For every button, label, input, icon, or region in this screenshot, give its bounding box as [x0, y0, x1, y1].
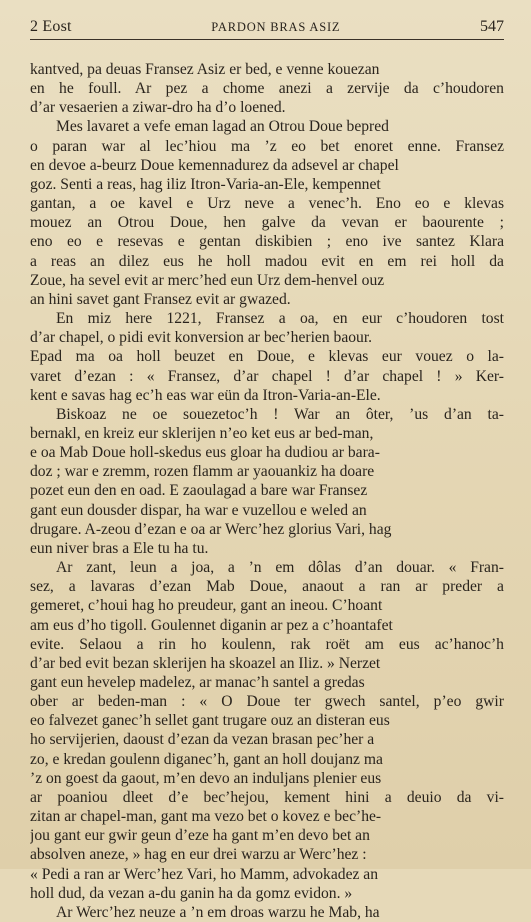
text-line: Ar zant, leun a joa, a ’n em dôlas d’an douar. « Fran- — [56, 559, 504, 577]
text-line: an hini savet gant Fransez evit ar gwazed. — [30, 290, 291, 308]
text-line: bernakl, en kreiz eur sklerijen n’eo ket eus ar bed-man, — [30, 424, 374, 442]
text-line: varet d’ezan : « Fransez, d’ar chapel ! d’ar chapel ! » Ker- — [30, 367, 504, 385]
text-line: goz. Senti a reas, hag iliz Itron-Varia-an-Ele, kempennet — [30, 175, 381, 193]
text-line: Zoue, ha sevel evit ar merc’hed eun Urz dem-henvel ouz — [30, 271, 385, 289]
text-line: pozet eun den en oad. E zaoulagad a bare war Fransez — [30, 482, 368, 500]
page-number: 547 — [479, 18, 504, 35]
text-line: gant eun hevelep madelez, ar manac’h santel a gredas — [30, 674, 365, 691]
body-text — [30, 60, 504, 922]
paragraph — [30, 60, 504, 117]
text-line: d’ar vesaerien a ziwar-dro ha d’o loened. — [30, 99, 286, 117]
text-line: am eus d’ho tigoll. Goulennet diganin ar pez a c’hoantafet — [30, 616, 393, 634]
text-line: doz ; war e zremm, rozen flamm ar yaouankiz ha doare — [30, 463, 375, 481]
text-line: drugare. A-zeou d’ezan e oa ar Werc’hez glorius Vari, hag — [30, 520, 392, 538]
text-line: a reas an dilez eus he holl madou evit en em rei holl da — [30, 252, 504, 270]
paragraph — [30, 405, 504, 558]
text-line: d’ar bed evit bezan sklerijen ha skoazel an Iliz. » Nerzet — [30, 654, 381, 672]
paragraph — [30, 558, 504, 903]
text-line: d’ar chapel, o pidi evit konversion ar bec’herien baour. — [30, 329, 373, 347]
text-line: Ar Werc’hez neuze a ’n em droas warzu he Mab, ha — [56, 903, 380, 921]
text-line: absolven aneze, » hag en eur drei warzu ar Werc’hez : — [30, 846, 367, 864]
text-line: zo, e kredan goulenn diganec’h, gant an holl doujanz ma — [30, 750, 383, 768]
text-line: gemeret, c’houi hag ho preudeur, gant an ineou. C’hoant — [30, 597, 383, 615]
text-line: kent e savas hag ec’h eas war eün da Itron-Varia-an-Ele. — [30, 386, 381, 404]
text-line: gant eun dousder dispar, ha war e vuzellou e weled an — [30, 501, 367, 519]
text-line: en devoe a-beurz Doue kemennadurez da adsevel ar chapel — [30, 156, 399, 174]
header-title: PARDON BRAS ASIZ — [211, 20, 341, 34]
text-line: eun niver bras a Ele tu ha tu. — [30, 539, 209, 557]
text-line: ar poaniou dleet d’e bec’hejou, kement hini a deuio da vi- — [30, 788, 504, 806]
text-line: o paran war al lec’hiou ma ’z eo bet enoret enne. Fransez — [30, 137, 504, 155]
text-line: En miz here 1221, Fransez a oa, en eur c’houdoren tost — [56, 310, 504, 328]
text-line: gantan, a oe kavel e Urz neve a venec’h. Eno eo e klevas — [30, 195, 504, 213]
running-header — [30, 18, 504, 40]
text-line: eo falvezet ganec’h sellet gant trugare ouz an disteran eus — [30, 712, 390, 730]
paragraph — [30, 309, 504, 405]
text-line: e oa Mab Doue holl-skedus eus gloar ha dudiou ar bara- — [30, 444, 380, 462]
text-line: Epad ma oa holl beuzet en Doue, e klevas eur vouez o la- — [30, 348, 504, 366]
text-line: Mes lavaret a vefe eman lagad an Otrou Doue bepred — [56, 118, 389, 136]
text-line: evite. Selaou a rin ho koulenn, rak roët am eus ac’hanoc’h — [30, 635, 504, 653]
text-line: holl dud, da vezan a-du ganin ha da gomz evidon. » — [30, 884, 353, 902]
text-line: sez, a lavaras d’ezan Mab Doue, anaout a ran ar preder a — [30, 578, 504, 596]
text-line: « Pedi a ran ar Werc’hez Vari, ho Mamm, advokadez an — [30, 865, 379, 883]
text-line: ober ar beden-man : « O Doue ter gwech santel, p’eo gwir — [30, 693, 504, 711]
paragraph — [30, 117, 504, 309]
text-line: Biskoaz ne oe souezetoc’h ! War an ôter, ’us d’an ta- — [56, 405, 504, 423]
text-line: jou gant eur gwir geun d’eze ha gant m’en devo bet an — [30, 827, 370, 845]
text-line: ho servijerien, daoust d’ezan da vezan brasan pec’her a — [30, 731, 375, 749]
text-line: zitan ar chapel-man, gant ma vezo bet o kovez e bec’he- — [30, 808, 382, 826]
text-line: ’z on goest da gaout, m’en devo an induljans plenier eus — [30, 769, 382, 787]
paragraph — [30, 903, 504, 922]
header-date: 2 Eost — [30, 18, 72, 35]
text-line: mouez an Otrou Doue, hen galve da vevan er baourente ; — [30, 214, 504, 232]
text-line: eno eo e resevas e gentan diskibien ; eno ive santez Klara — [30, 233, 504, 251]
text-line: kantved, pa deuas Fransez Asiz er bed, e venne kouezan — [30, 61, 380, 78]
text-line: en he foull. Ar pez a chome anezi a zervije da c’houdoren — [30, 80, 504, 98]
